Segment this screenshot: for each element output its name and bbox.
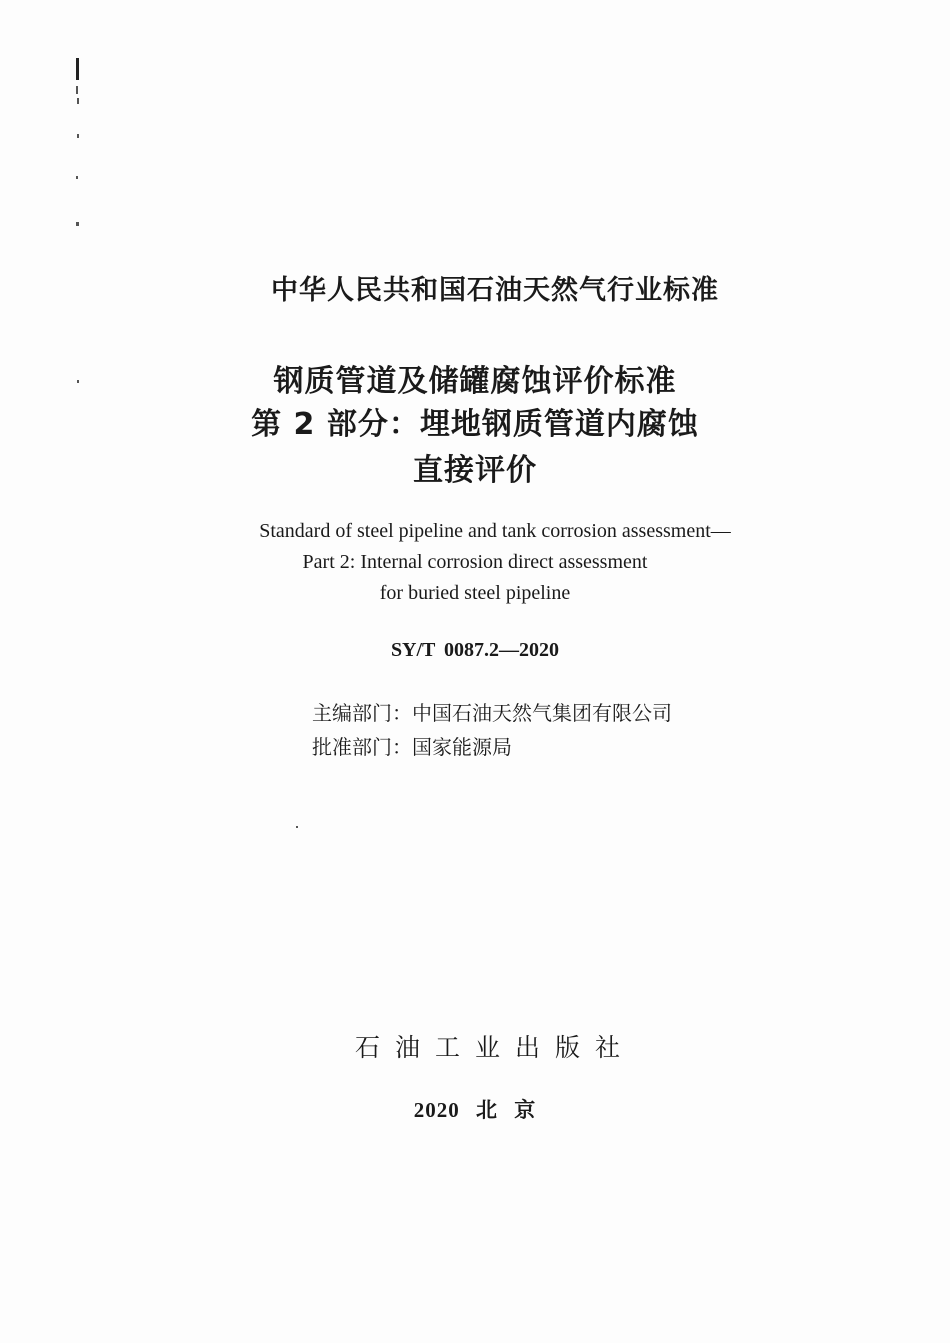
title-cn-line1: 钢质管道及储罐腐蚀评价标准 (273, 364, 677, 399)
title-cn-line3: 直接评价 (413, 453, 537, 488)
title-en-line2: Part 2: Internal corrosion direct assessment (302, 551, 648, 573)
editor-organization: 主编部门：中国石油天然气集团有限公司 (312, 701, 672, 725)
scan-mark (76, 176, 78, 179)
standard-series: 中华人民共和国石油天然气行业标准 (271, 275, 719, 306)
year-place: 2020 北 京 (413, 1098, 537, 1122)
title-en-line3: for buried steel pipeline (379, 582, 571, 604)
publisher: 石油工业出版社 (354, 1033, 635, 1062)
scan-mark (77, 134, 79, 138)
title-en-line1: Standard of steel pipeline and tank corrosion assessment— (259, 520, 731, 542)
scan-mark (76, 86, 78, 94)
scan-mark (77, 98, 79, 104)
title-cn-line2: 第 2 部分：埋地钢质管道内腐蚀 (251, 407, 699, 442)
standard-code: SY/T 0087.2—2020 (390, 639, 560, 661)
approver-organization: 批准部门：国家能源局 (312, 735, 512, 759)
scan-mark (76, 58, 79, 80)
scan-mark (296, 826, 298, 828)
scan-mark (76, 222, 79, 226)
